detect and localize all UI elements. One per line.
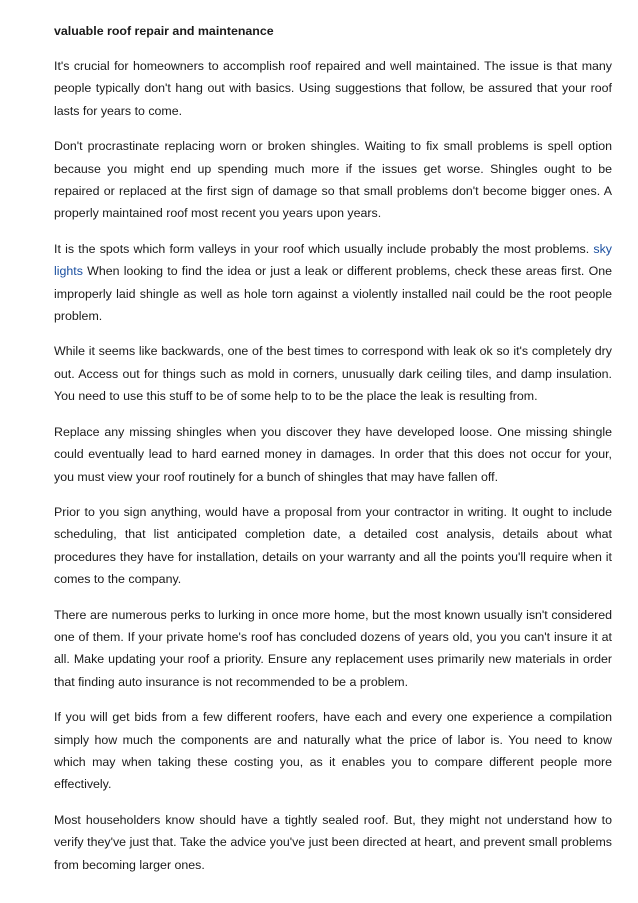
paragraph-5: Replace any missing shingles when you discover they have developed loose. One missing shingle could eventually lead to hard earned money in damages. In order that this does not occur for your, you must view your roof routinely for a bunch of shingles that may have fallen off. <box>54 424 612 484</box>
paragraph-2: Don't procrastinate replacing worn or broken shingles. Waiting to fix small problems is spell option because you might end up spending much more if the issues get worse. Shingles ought to be repaired or replaced at the first sign of damage so that small problems don't become bigger ones. A properly maintained roof most recent you years upon years. <box>54 139 612 221</box>
paragraph-6: Prior to you sign anything, would have a proposal from your contractor in writing. It ought to include scheduling, that list anticipated completion date, a detailed cost analysis, details about what procedures they have for installation, details on your warranty and all the points you'll require when it comes to the company. <box>54 504 612 587</box>
document-page <box>54 20 612 889</box>
document-title: valuable roof repair and maintenance <box>54 24 274 38</box>
paragraph-4: While it seems like backwards, one of the best times to correspond with leak ok so it's completely dry out. Access out for things such as mold in corners, unusually dark ceiling tiles, and damp insulation. You need to use this stuff to be of some help to to be the place the leak is resulting from. <box>54 344 612 404</box>
paragraph-8: If you will get bids from a few different roofers, have each and every one experience a compilation simply how much the components are and naturally what the price of labor is. You need to know which may when taking these costing you, as it enables you to compare different people more effectively. <box>54 710 612 792</box>
paragraph-1: It's crucial for homeowners to accomplish roof repaired and well maintained. The issue is that many people typically don't hang out with basics. Using suggestions that follow, be assured that your roof lasts for years to come. <box>54 59 612 118</box>
paragraph-3-text-after: When looking to find the idea or just a leak or different problems, check these areas first. One improperly laid shingle as well as hole torn against a violently installed nail could be the root people problem. <box>54 264 612 324</box>
paragraph-9: Most householders know should have a tightly sealed roof. But, they might not understand how to verify they've just that. Take the advice you've just been directed at heart, and prevent small problems from becoming larger ones. <box>54 812 612 872</box>
sky-lights-link[interactable]: sky lights <box>54 241 612 279</box>
paragraph-3-text-before: It is the spots which form valleys in your roof which usually include probably the most problems. <box>54 241 594 256</box>
paragraph-7: There are numerous perks to lurking in once more home, but the most known usually isn't considered one of them. If your private home's roof has concluded dozens of years old, you you can't insure it at all. Make updating your roof a priority. Ensure any replacement uses primarily new materials in order that finding auto insurance is not recommended to be a problem. <box>54 607 612 689</box>
paragraph-3 <box>54 238 612 328</box>
